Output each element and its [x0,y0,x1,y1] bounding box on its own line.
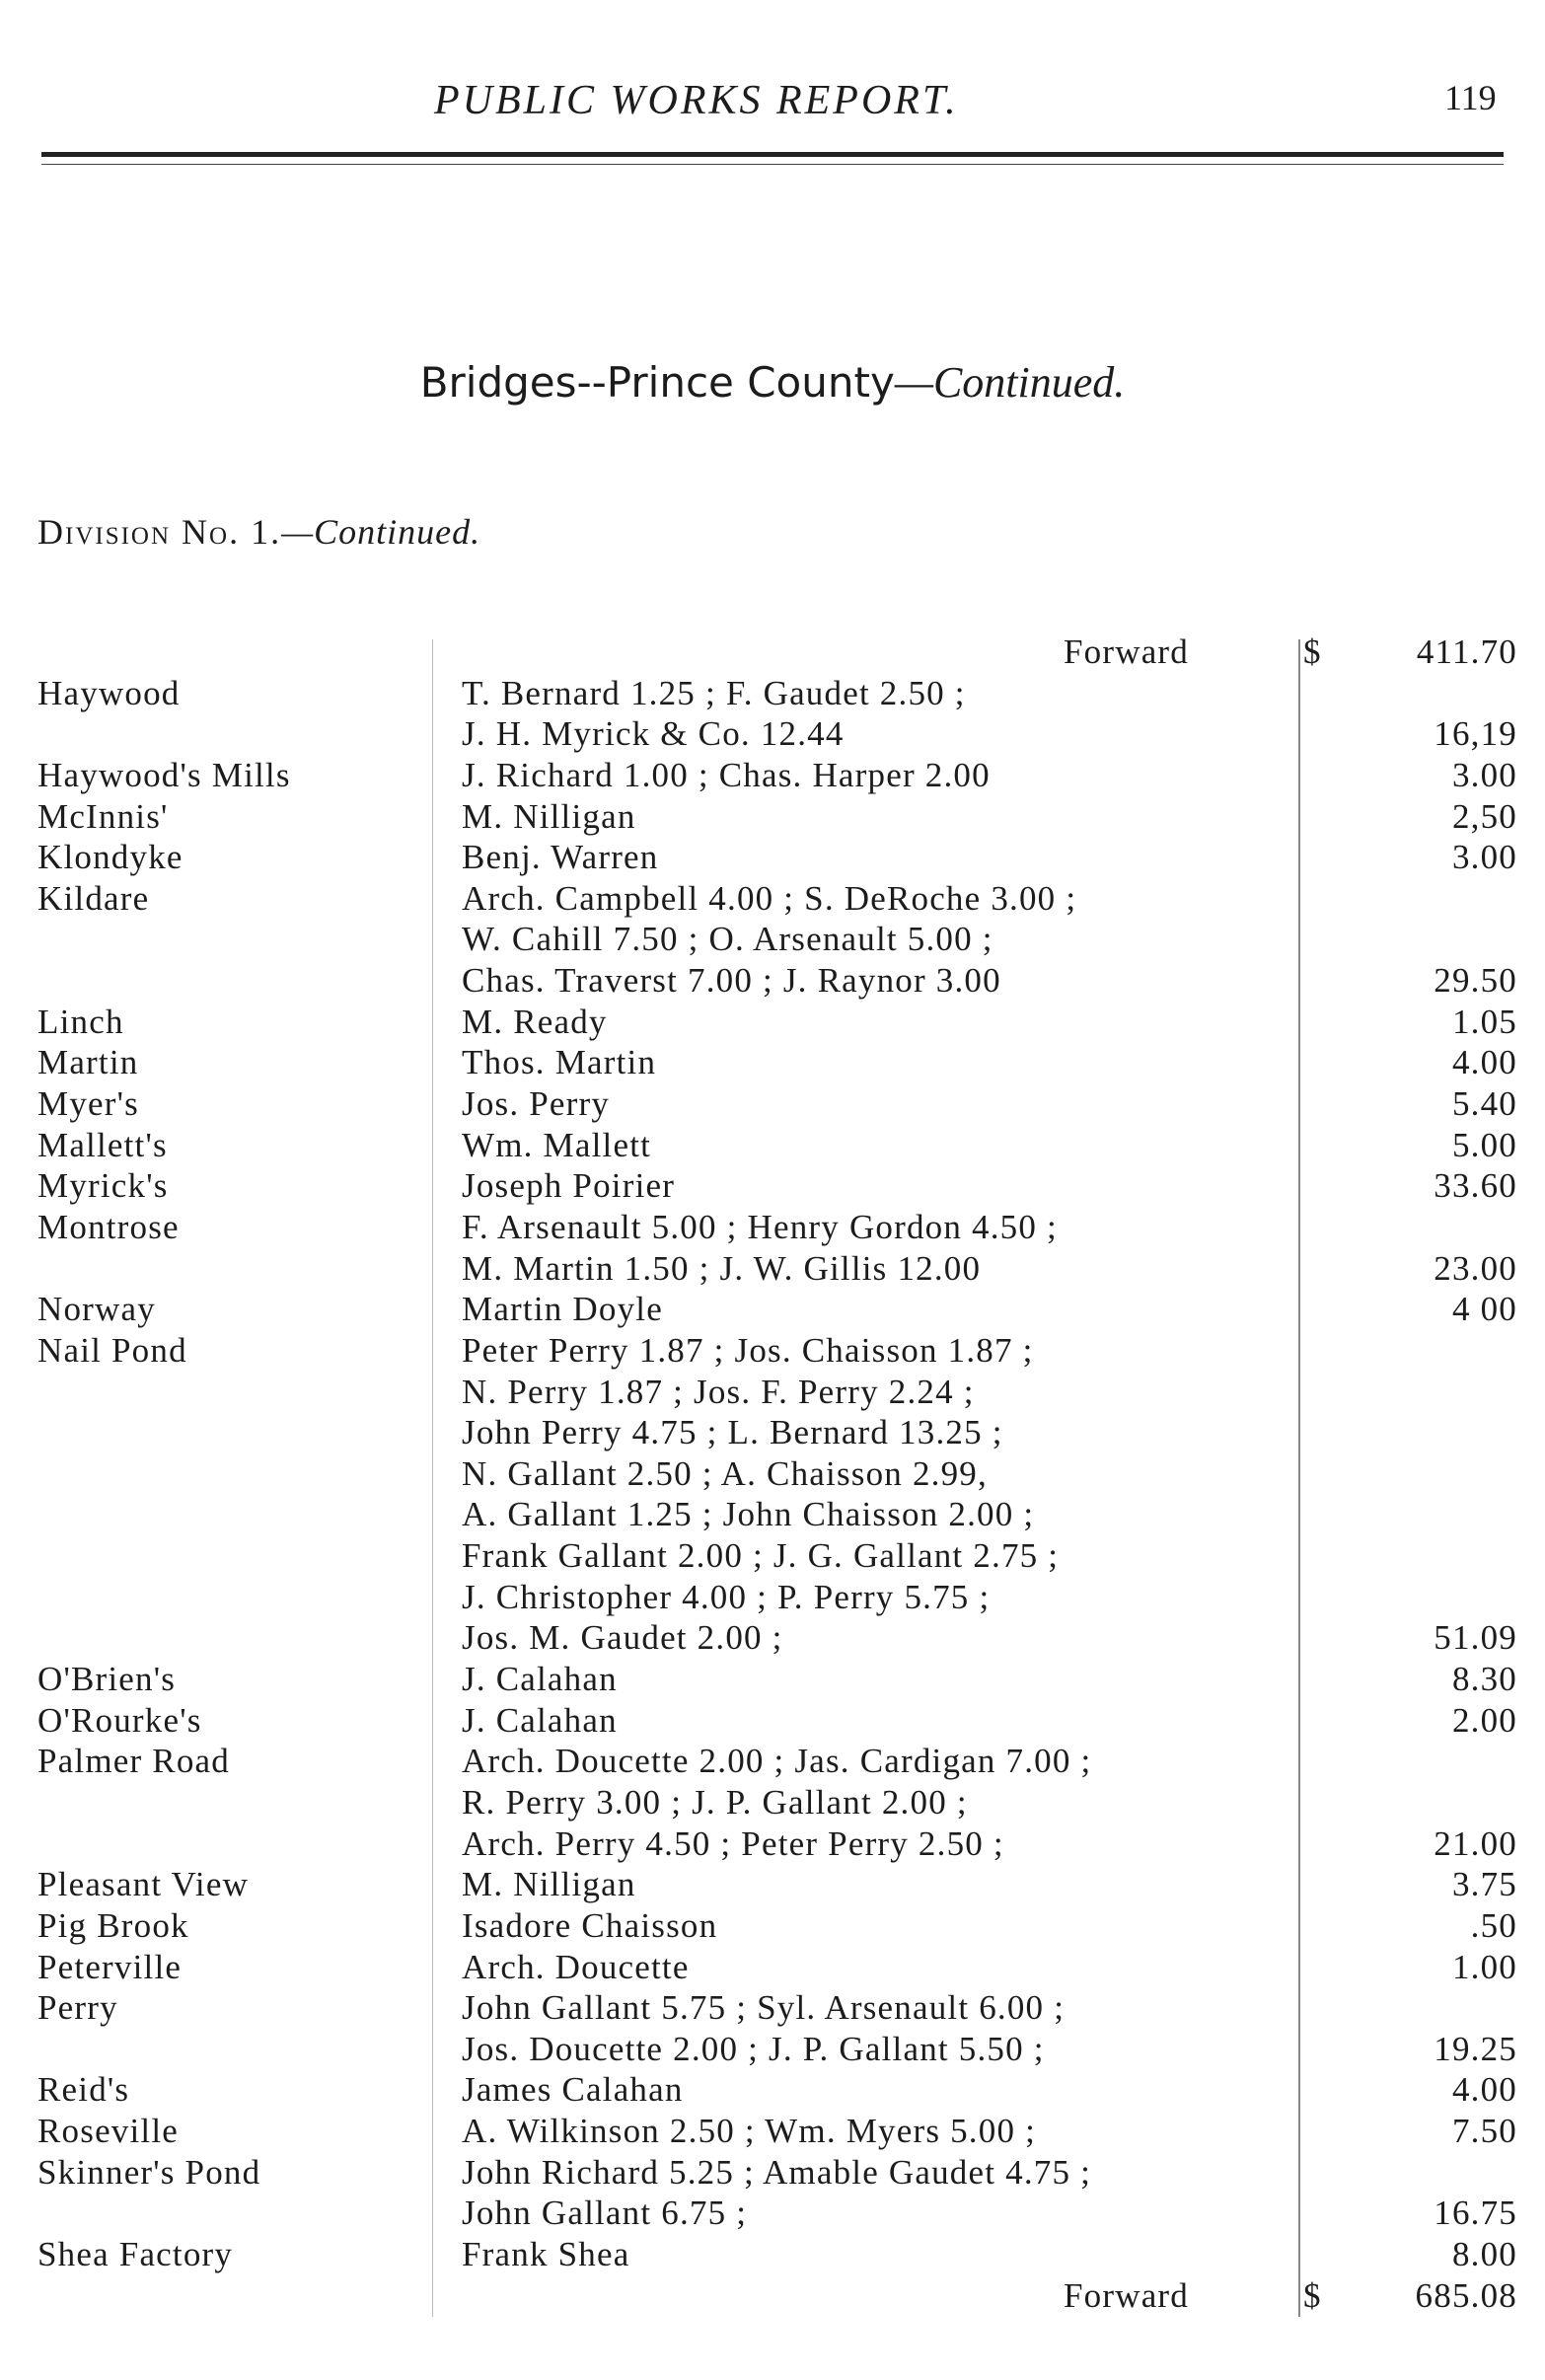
ledger-row [37,1535,1517,1577]
payee-entries: J. Calahan [462,1660,618,1699]
row-amount: 8.00 [1451,2234,1517,2273]
payee-entries: John Perry 4.75 ; L. Bernard 13.25 ; [462,1413,1003,1452]
ledger-row [37,1700,1517,1742]
forward-label: Forward [1064,632,1189,671]
payee-entries: N. Perry 1.87 ; Jos. F. Perry 2.24 ; [462,1372,975,1411]
payee-entries: Jos. M. Gaudet 2.00 ; [462,1618,783,1658]
payee-entries: Arch. Doucette [462,1947,690,1986]
bridge-location: Myer's [37,1084,139,1124]
division-heading [37,511,480,553]
bridge-location: McInnis' [37,796,169,836]
payee-entries: John Richard 5.25 ; Amable Gaudet 4.75 ; [462,2152,1092,2192]
payee-entries: Jos. Perry [462,1084,611,1124]
ledger-row [37,1002,1517,1043]
payee-entries: James Calahan [462,2070,684,2110]
payee-entries: N. Gallant 2.50 ; A. Chaisson 2.99, [462,1453,988,1493]
ledger-row [37,1412,1517,1453]
dollar-sign: $ [1303,632,1322,671]
row-amount: 51.09 [1434,1618,1517,1658]
payee-entries: M. Ready [462,1002,608,1041]
row-amount: 29.50 [1434,961,1517,1001]
payee-entries: John Gallant 6.75 ; [462,2194,748,2233]
bridge-location: Palmer Road [37,1742,230,1781]
ledger-row [37,1372,1517,1413]
ledger-row [37,1083,1517,1125]
payee-entries: Peter Perry 1.87 ; Jos. Chaisson 1.87 ; [462,1330,1034,1370]
bridge-location: Myrick's [37,1166,169,1206]
section-title [0,357,1545,408]
row-amount: 33.60 [1434,1166,1517,1206]
ledger-row [37,755,1517,796]
row-amount: 5.40 [1451,1084,1517,1124]
forward-label: Forward [1064,2275,1189,2315]
bridge-location: Pleasant View [37,1865,250,1904]
payee-entries: M. Nilligan [462,796,636,836]
bridge-location: Linch [37,1002,124,1041]
payee-entries: M. Martin 1.50 ; J. W. Gillis 12.00 [462,1248,982,1288]
ledger-row [37,1165,1517,1207]
payee-entries: Arch. Perry 4.50 ; Peter Perry 2.50 ; [462,1823,1004,1863]
header-rule-thin [41,164,1504,165]
header-rule-thick [41,152,1504,157]
ledger-row [37,1248,1517,1290]
ledger-table [37,632,1517,2316]
ledger-row [37,878,1517,920]
forward-row-top [37,632,1517,673]
bridge-location: Montrose [37,1207,180,1246]
ledger-row [37,919,1517,960]
payee-entries: R. Perry 3.00 ; J. P. Gallant 2.00 ; [462,1782,968,1822]
row-amount: 4.00 [1451,2070,1517,2110]
section-continued: —Continued. [894,358,1126,407]
ledger-row [37,2069,1517,2111]
ledger-row [37,2234,1517,2275]
ledger-row [37,673,1517,714]
row-amount: 2,50 [1451,796,1517,836]
payee-entries: A. Gallant 1.25 ; John Chaisson 2.00 ; [462,1495,1035,1534]
row-amount: 5.00 [1451,1125,1517,1164]
row-amount: 3.75 [1451,1865,1517,1904]
payee-entries: Isadore Chaisson [462,1905,718,1945]
row-amount: 4 00 [1451,1290,1517,1329]
ledger-row [37,1494,1517,1535]
forward-row-bottom [37,2275,1517,2317]
bridge-location: Haywood's Mills [37,755,291,794]
division-continued: —Continued. [281,512,481,552]
forward-amount: 685.08 [1415,2275,1517,2315]
ledger-row [37,837,1517,878]
ledger-row [37,1617,1517,1659]
ledger-row [37,1207,1517,1248]
bridge-location: Peterville [37,1947,183,1986]
payee-entries: Benj. Warren [462,838,659,877]
bridge-location: Skinner's Pond [37,2152,261,2192]
division-label: Division No. 1. [37,512,282,552]
row-amount: 23.00 [1434,1248,1517,1288]
ledger-row [37,1289,1517,1330]
payee-entries: John Gallant 5.75 ; Syl. Arsenault 6.00 ; [462,1988,1066,2028]
payee-entries: W. Cahill 7.50 ; O. Arsenault 5.00 ; [462,920,993,959]
ledger-row [37,1823,1517,1865]
dollar-sign: $ [1303,2275,1322,2315]
bridge-location: Haywood [37,673,181,712]
ledger-row [37,1864,1517,1905]
payee-entries: Frank Shea [462,2234,630,2273]
payee-entries: Arch. Doucette 2.00 ; Jas. Cardigan 7.00 ; [462,1742,1092,1781]
ledger-row [37,1987,1517,2029]
bridge-location: O'Brien's [37,1660,177,1699]
ledger-row [37,1125,1517,1166]
ledger-row [37,796,1517,838]
bridge-location: Shea Factory [37,2234,234,2273]
forward-amount: 411.70 [1416,632,1517,671]
row-amount: 8.30 [1451,1660,1517,1699]
row-amount: 16,19 [1434,714,1517,754]
bridge-location: Roseville [37,2112,180,2151]
ledger-row [37,713,1517,755]
payee-entries: M. Nilligan [462,1865,636,1904]
payee-entries: Thos. Martin [462,1043,657,1082]
ledger-row [37,1042,1517,1083]
ledger-row [37,1330,1517,1372]
bridge-location: Pig Brook [37,1905,189,1945]
payee-entries: F. Arsenault 5.00 ; Henry Gordon 4.50 ; [462,1207,1058,1246]
section-title-text: Bridges--Prince County [419,358,895,407]
payee-entries: Jos. Doucette 2.00 ; J. P. Gallant 5.50 ; [462,2029,1045,2068]
ledger-row [37,1741,1517,1782]
row-amount: .50 [1470,1905,1517,1945]
payee-entries: J. Richard 1.00 ; Chas. Harper 2.00 [462,755,991,794]
page-number: 119 [1444,78,1497,117]
payee-entries: J. Christopher 4.00 ; P. Perry 5.75 ; [462,1577,991,1616]
row-amount: 1.05 [1451,1002,1517,1041]
payee-entries: J. Calahan [462,1700,618,1740]
ledger-row [37,1453,1517,1495]
payee-entries: Arch. Campbell 4.00 ; S. DeRoche 3.00 ; [462,878,1077,918]
ledger-row [37,1659,1517,1700]
bridge-location: Martin [37,1043,139,1082]
row-amount: 21.00 [1434,1823,1517,1863]
row-amount: 7.50 [1451,2112,1517,2151]
running-header [0,77,1545,126]
payee-entries: Wm. Mallett [462,1125,652,1164]
payee-entries: Martin Doyle [462,1290,663,1329]
row-amount: 16.75 [1434,2194,1517,2233]
ledger-row [37,1577,1517,1618]
bridge-location: Perry [37,1988,118,2028]
row-amount: 2.00 [1451,1700,1517,1740]
ledger-rows [37,673,1517,2275]
ledger-row [37,1782,1517,1823]
row-amount: 3.00 [1451,838,1517,877]
bridge-location: Nail Pond [37,1330,187,1370]
ledger-row [37,2193,1517,2234]
payee-entries: A. Wilkinson 2.50 ; Wm. Myers 5.00 ; [462,2112,1037,2151]
ledger-row [37,960,1517,1002]
row-amount: 1.00 [1451,1947,1517,1986]
bridge-location: Mallett's [37,1125,168,1164]
ledger-row [37,1905,1517,1947]
running-title: PUBLIC WORKS REPORT. [434,78,959,123]
bridge-location: Reid's [37,2070,130,2110]
payee-entries: J. H. Myrick & Co. 12.44 [462,714,845,754]
payee-entries: T. Bernard 1.25 ; F. Gaudet 2.50 ; [462,673,966,712]
bridge-location: O'Rourke's [37,1700,202,1740]
bridge-location: Klondyke [37,838,184,877]
ledger-row [37,2111,1517,2152]
ledger-row [37,2029,1517,2070]
ledger-row [37,1947,1517,1988]
bridge-location: Norway [37,1290,156,1329]
payee-entries: Chas. Traverst 7.00 ; J. Raynor 3.00 [462,961,1001,1001]
row-amount: 19.25 [1434,2029,1517,2068]
row-amount: 4.00 [1451,1043,1517,1082]
payee-entries: Frank Gallant 2.00 ; J. G. Gallant 2.75 ; [462,1536,1060,1576]
ledger-row [37,2152,1517,2194]
payee-entries: Joseph Poirier [462,1166,676,1206]
bridge-location: Kildare [37,878,150,918]
row-amount: 3.00 [1451,755,1517,794]
